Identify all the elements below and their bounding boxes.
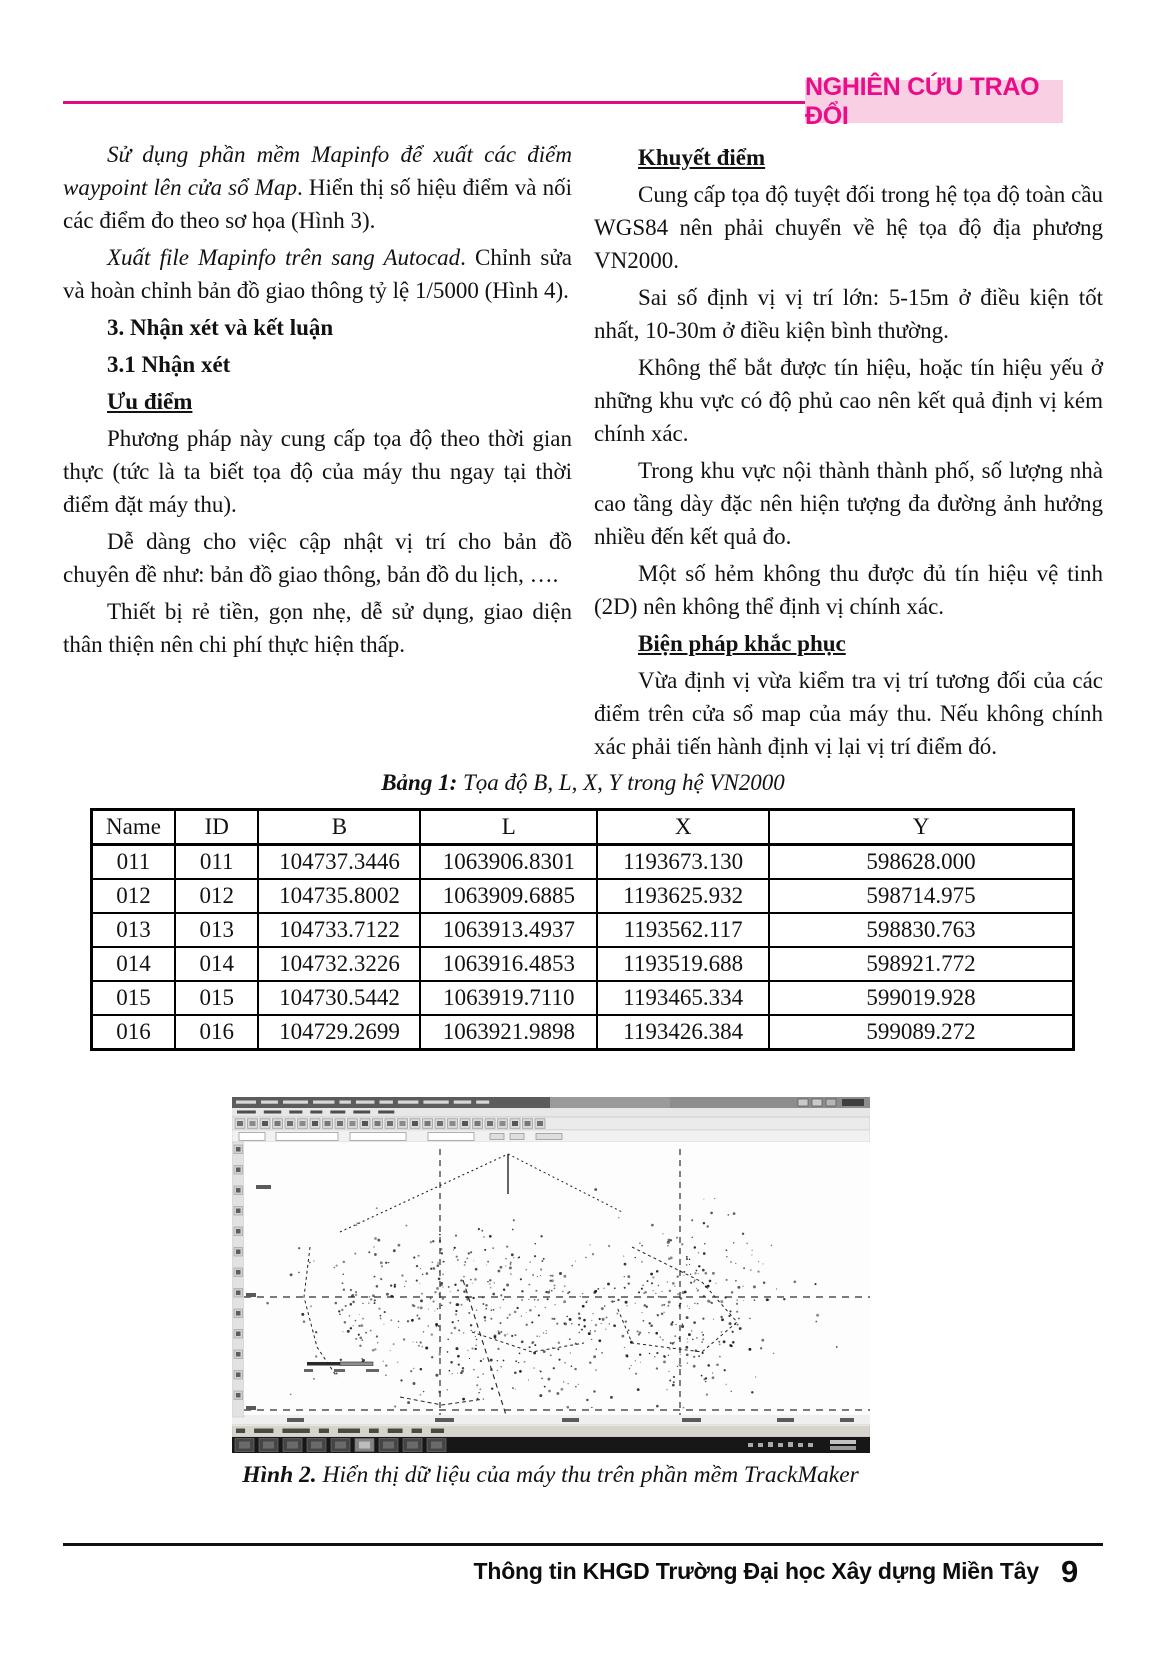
text-run: Vừa định vị vừa kiểm tra vị trí tương đối của các điểm trên cửa sổ map của máy thu. Nếu không chính xác phải tiến hành định vị lại vị trí điểm đó. bbox=[594, 668, 1103, 759]
text-run: Cung cấp tọa độ tuyệt đối trong hệ tọa độ toàn cầu WGS84 nên phải chuyển về hệ tọa độ địa phương VN2000. bbox=[594, 182, 1103, 273]
table-cell: 104729.2699 bbox=[258, 1015, 420, 1050]
paragraph bbox=[594, 281, 1103, 347]
table-row bbox=[92, 981, 1074, 1015]
text-run: Thiết bị rẻ tiền, gọn nhẹ, dễ sử dụng, giao diện thân thiện nên chi phí thực hiện thấp. bbox=[63, 599, 572, 657]
text-run: Xuất file Mapinfo trên sang Autocad bbox=[107, 245, 461, 270]
text-run: . Hiển thị số hiệu điểm và nối các điểm đo theo sơ họa (Hình 3). bbox=[63, 175, 572, 233]
table-cell: 1063913.4937 bbox=[420, 913, 597, 947]
text-run: Biện pháp khắc phục bbox=[638, 631, 846, 656]
text-run: Sai số định vị vị trí lớn: 5-15m ở điều kiện tốt nhất, 10-30m ở điều kiện bình thường. bbox=[594, 285, 1103, 343]
table-caption-label: Bảng 1: bbox=[381, 770, 458, 795]
table-cell: 104735.8002 bbox=[258, 879, 420, 913]
text-run: Không thể bắt được tín hiệu, hoặc tín hiệu yếu ở những khu vực có độ phủ cao nên kết quả định vị kém chính xác. bbox=[594, 355, 1103, 446]
table-header-cell: Y bbox=[769, 810, 1073, 845]
paragraph bbox=[63, 138, 572, 237]
heading bbox=[594, 141, 1103, 174]
heading bbox=[594, 627, 1103, 660]
table-cell: 1193625.932 bbox=[597, 879, 769, 913]
text-run: Sử dụng phần mềm Mapinfo để xuất các điểm waypoint lên cửa sổ Map bbox=[63, 142, 572, 200]
table-row bbox=[92, 879, 1074, 913]
table-cell: 104730.5442 bbox=[258, 981, 420, 1015]
table-header-cell: Name bbox=[92, 810, 175, 845]
trackmaker-figure-svg bbox=[232, 1097, 870, 1453]
table-cell: 1193426.384 bbox=[597, 1015, 769, 1050]
page-footer bbox=[63, 1556, 1078, 1587]
paragraph bbox=[63, 422, 572, 521]
paragraph bbox=[594, 351, 1103, 450]
footer-rule bbox=[63, 1543, 1103, 1546]
text-run: 3. Nhận xét và kết luận bbox=[107, 315, 334, 340]
table-cell: 012 bbox=[175, 879, 258, 913]
map-canvas bbox=[244, 1142, 870, 1415]
coordinate-table-head bbox=[92, 810, 1074, 845]
table-cell: 104737.3446 bbox=[258, 845, 420, 880]
body-columns bbox=[63, 138, 1103, 767]
toolbar2-widgets bbox=[239, 1133, 562, 1141]
table-row bbox=[92, 1015, 1074, 1050]
figure-caption-text: Hiển thị dữ liệu của máy thu trên phần mềm TrackMaker bbox=[316, 1462, 859, 1488]
section-banner-label: NGHIÊN CỨU TRAO ĐỔI bbox=[805, 72, 1040, 130]
text-run: Dễ dàng cho việc cập nhật vị trí cho bản đồ chuyên đề như: bản đồ giao thông, bản đồ du lịch, …. bbox=[63, 529, 572, 587]
text-run: 3.1 Nhận xét bbox=[107, 352, 231, 377]
table-cell: 1193673.130 bbox=[597, 845, 769, 880]
table-row bbox=[92, 947, 1074, 981]
title-bar-mid bbox=[550, 1097, 670, 1108]
table-header-row bbox=[92, 810, 1074, 845]
figure-caption bbox=[63, 1462, 1038, 1489]
table-cell: 014 bbox=[92, 947, 175, 981]
toolbar-icons bbox=[235, 1119, 545, 1129]
table-cell: 011 bbox=[175, 845, 258, 880]
paragraph bbox=[594, 454, 1103, 553]
paragraph bbox=[594, 178, 1103, 277]
table-cell: 598921.772 bbox=[769, 947, 1073, 981]
column-right bbox=[594, 138, 1103, 767]
menu-bar bbox=[232, 1108, 870, 1117]
table-cell: 1193562.117 bbox=[597, 913, 769, 947]
text-run: Phương pháp này cung cấp tọa độ theo thời gian thực (tức là ta biết tọa độ của máy thu ngay tại thời điểm đặt máy thu). bbox=[63, 426, 572, 517]
table-caption-text: Tọa độ B, L, X, Y trong hệ VN2000 bbox=[457, 770, 785, 795]
table-cell: 599089.272 bbox=[769, 1015, 1073, 1050]
paragraph bbox=[594, 557, 1103, 623]
table-header-cell: X bbox=[597, 810, 769, 845]
taskbar-icons bbox=[235, 1439, 446, 1452]
table-row bbox=[92, 913, 1074, 947]
paragraph bbox=[63, 525, 572, 591]
heading bbox=[63, 348, 572, 381]
coordinate-table-body bbox=[92, 845, 1074, 1050]
trackmaker-screenshot bbox=[232, 1097, 870, 1453]
paragraph bbox=[63, 595, 572, 661]
table-cell: 1063906.8301 bbox=[420, 845, 597, 880]
table-cell: 104733.7122 bbox=[258, 913, 420, 947]
table-cell: 013 bbox=[92, 913, 175, 947]
footer-journal-title: Thông tin KHGD Trường Đại học Xây dựng Miền Tây bbox=[473, 1558, 1039, 1584]
table-cell: 1063921.9898 bbox=[420, 1015, 597, 1050]
text-run: Trong khu vực nội thành thành phố, số lượng nhà cao tầng dày đặc nên hiện tượng đa đường ảnh hưởng nhiều đến kết quả đo. bbox=[594, 458, 1103, 549]
header-accent-rule bbox=[63, 101, 805, 104]
paragraph bbox=[594, 664, 1103, 763]
section-banner bbox=[805, 72, 1063, 130]
table-cell: 1193465.334 bbox=[597, 981, 769, 1015]
heading bbox=[63, 385, 572, 418]
table-cell: 598830.763 bbox=[769, 913, 1073, 947]
table-cell: 104732.3226 bbox=[258, 947, 420, 981]
table-header-cell: L bbox=[420, 810, 597, 845]
text-run: Một số hẻm không thu được đủ tín hiệu vệ tinh (2D) nên không thể định vị chính xác. bbox=[594, 561, 1103, 619]
table-cell: 599019.928 bbox=[769, 981, 1073, 1015]
table-caption bbox=[63, 770, 1103, 796]
table-cell: 012 bbox=[92, 879, 175, 913]
table-cell: 016 bbox=[175, 1015, 258, 1050]
paragraph bbox=[63, 241, 572, 307]
window-controls bbox=[798, 1099, 864, 1106]
table-header-cell: ID bbox=[175, 810, 258, 845]
figure-caption-label: Hình 2. bbox=[242, 1462, 317, 1488]
text-run: . Chỉnh sửa và hoàn chỉnh bản đồ giao thông tỷ lệ 1/5000 (Hình 4). bbox=[63, 245, 573, 303]
table-cell: 598628.000 bbox=[769, 845, 1073, 880]
table-header-cell: B bbox=[258, 810, 420, 845]
heading bbox=[63, 311, 572, 344]
table-cell: 013 bbox=[175, 913, 258, 947]
table-cell: 015 bbox=[175, 981, 258, 1015]
table-cell: 015 bbox=[92, 981, 175, 1015]
table-cell: 011 bbox=[92, 845, 175, 880]
table-cell: 1193519.688 bbox=[597, 947, 769, 981]
page-number: 9 bbox=[1060, 1554, 1078, 1589]
taskbar bbox=[232, 1437, 870, 1453]
table-cell: 1063909.6885 bbox=[420, 879, 597, 913]
table-cell: 014 bbox=[175, 947, 258, 981]
table-cell: 1063916.4853 bbox=[420, 947, 597, 981]
column-left bbox=[63, 138, 572, 767]
coordinate-table bbox=[90, 808, 1075, 1051]
table-cell: 016 bbox=[92, 1015, 175, 1050]
table-cell: 598714.975 bbox=[769, 879, 1073, 913]
text-run: Ưu điểm bbox=[107, 389, 193, 414]
text-run: Khuyết điểm bbox=[638, 145, 766, 170]
table-row bbox=[92, 845, 1074, 880]
table-cell: 1063919.7110 bbox=[420, 981, 597, 1015]
